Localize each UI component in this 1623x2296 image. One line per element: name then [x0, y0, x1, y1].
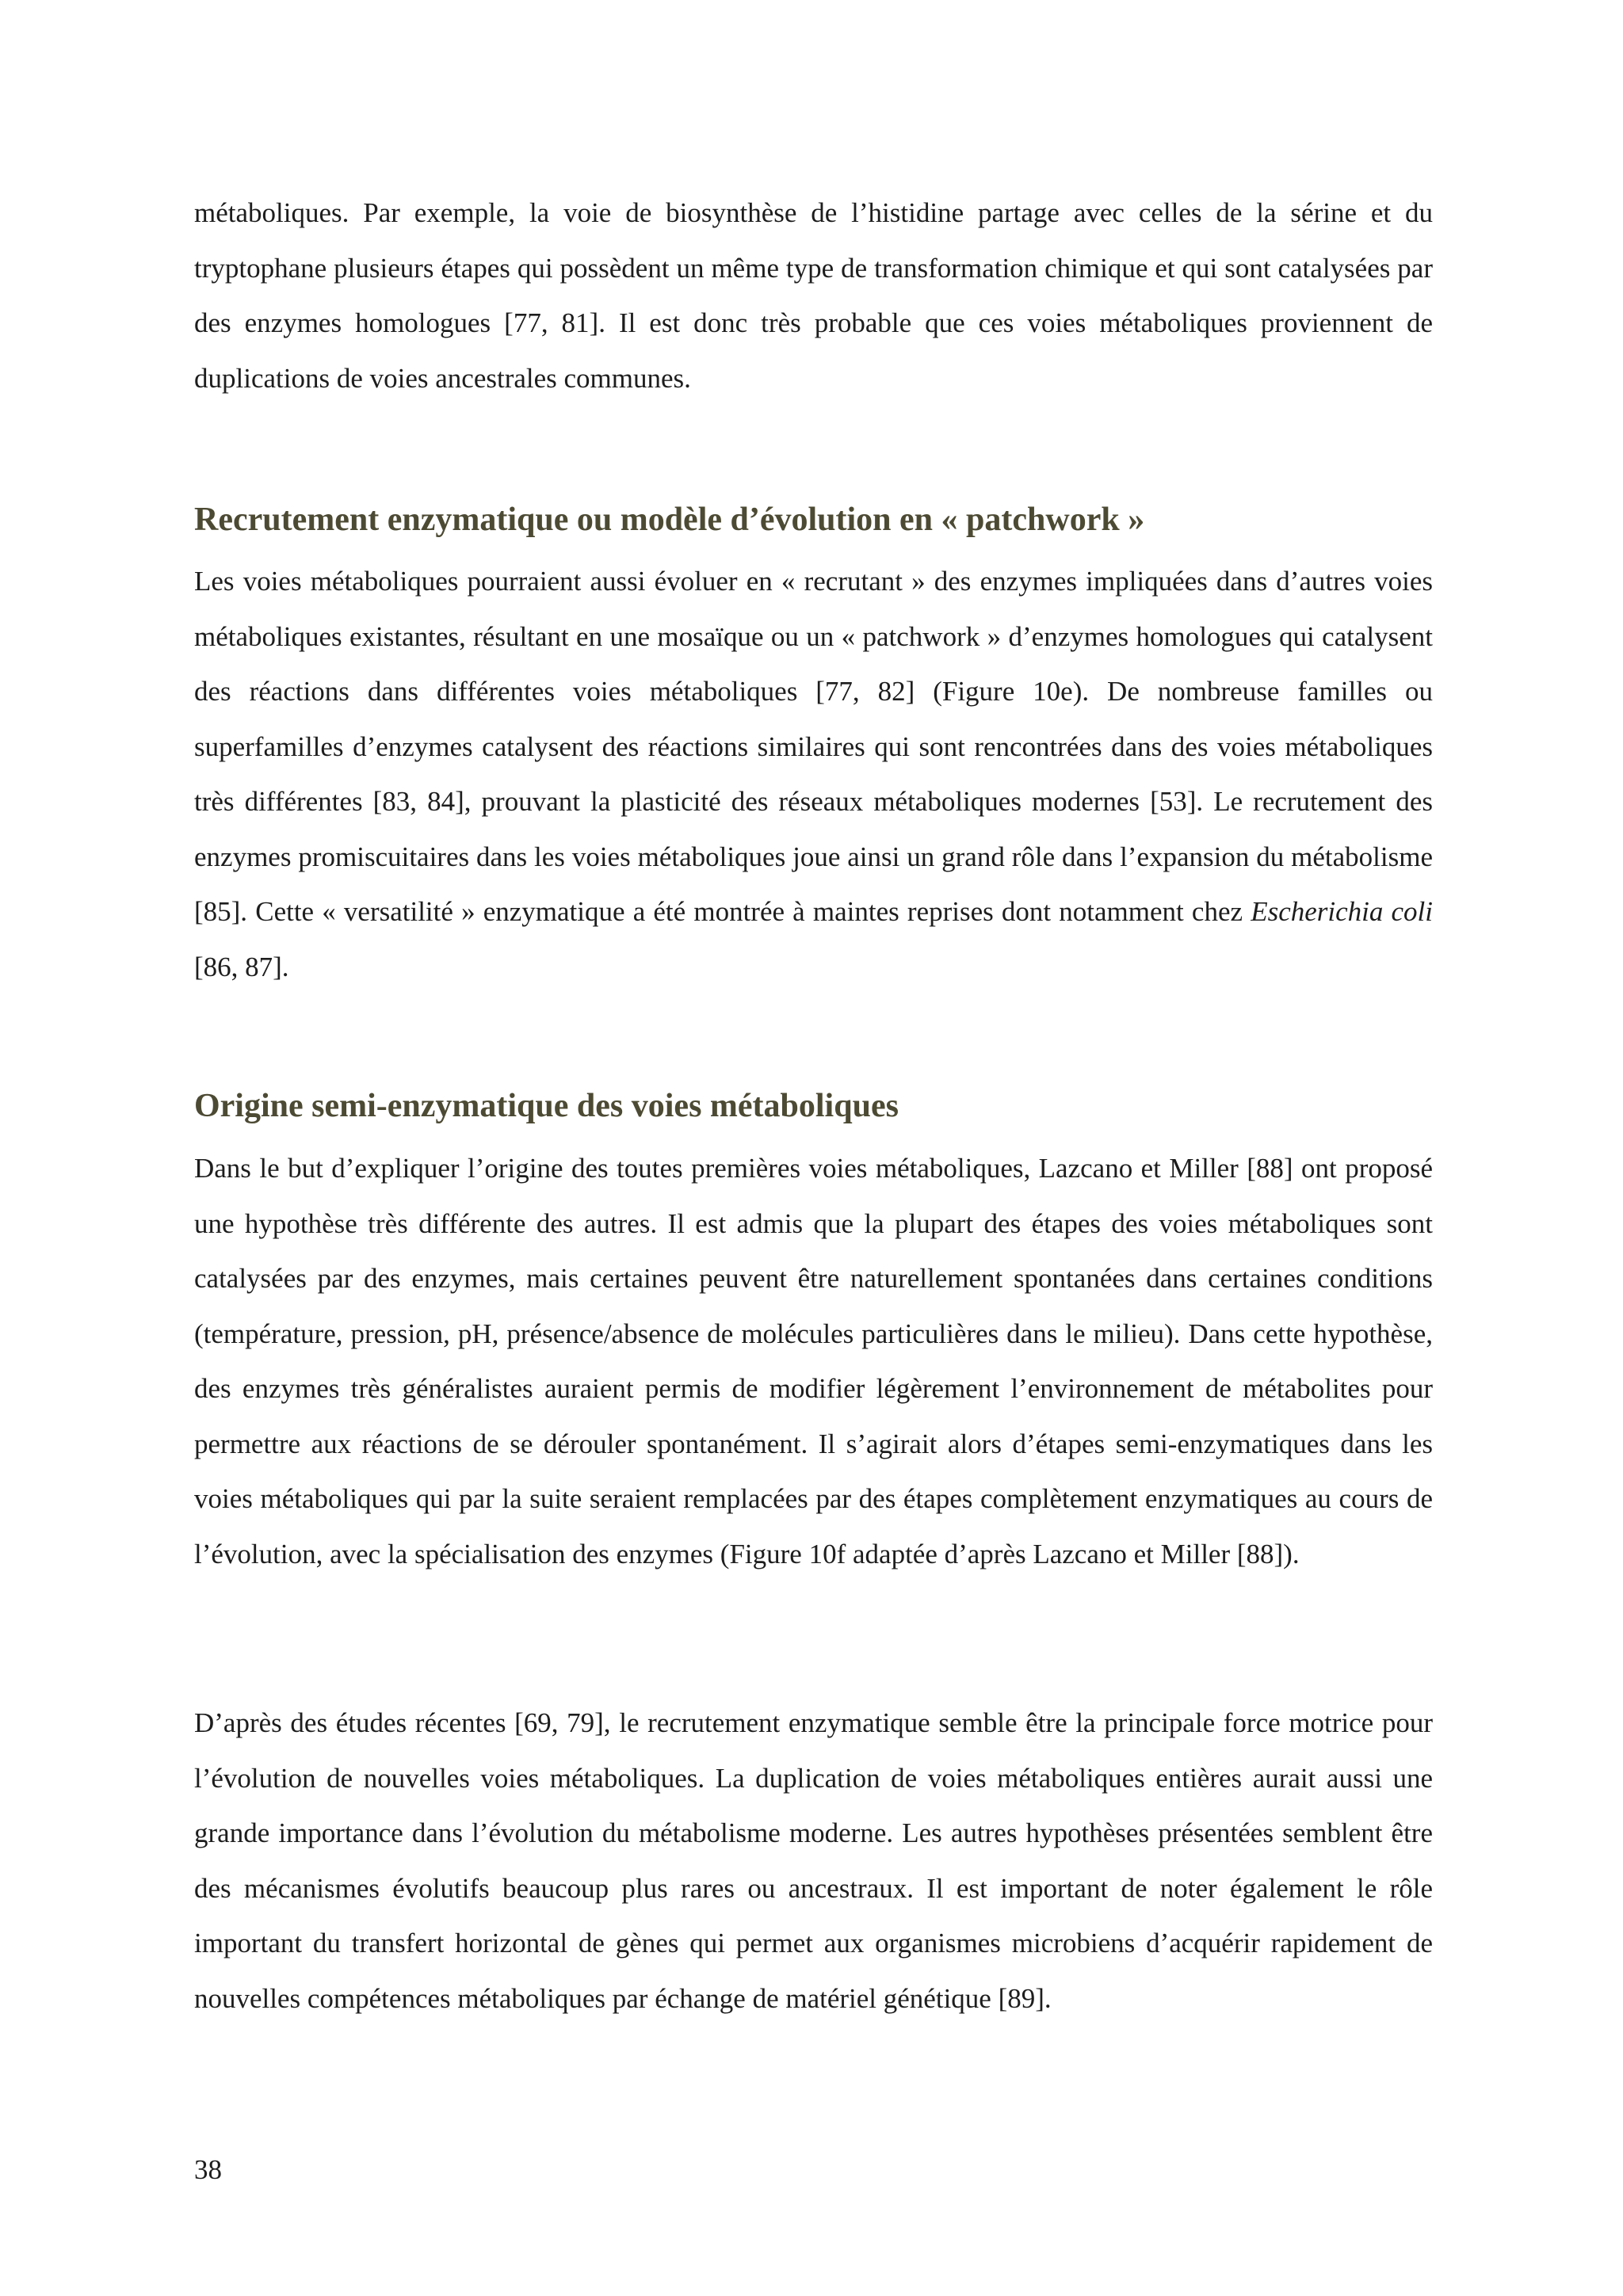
species-name: Escherichia coli	[1251, 896, 1434, 927]
paragraph-conclusion: D’après des études récentes [69, 79], le recrutement enzymatique semble être la principale force motrice pour l’évolution de nouvelles voies métaboliques. La duplication de voies métaboliques entières aurait aussi une grande importance dans l’évolution du métabolisme moderne. Les autres hypothèses présentées semblent être des mécanismes évolutifs beaucoup plus rares ou ancestraux. Il est important de noter également le rôle important du transfert horizontal de gènes qui permet aux organismes microbiens d’acquérir rapidement de nouvelles compétences métaboliques par échange de matériel génétique [89].	[194, 1707, 1433, 2014]
paragraph-semi-enzymatic-origin: Dans le but d’expliquer l’origine des toutes premières voies métaboliques, Lazcano et Miller [88] ont proposé une hypothèse très différente des autres. Il est admis que la plupart des étapes des voies métaboliques sont catalysées par des enzymes, mais certaines peuvent être naturellement spontanées dans certaines conditions (température, pression, pH, présence/absence de molécules particulières dans le milieu). Dans cette hypothèse, des enzymes très généralistes auraient permis de modifier légèrement l’environnement de métabolites pour permettre aux réactions de se dérouler spontanément. Il s’agirait alors d’étapes semi-enzymatiques dans les voies métaboliques qui par la suite seraient remplacées par des étapes complètement enzymatiques au cours de l’évolution, avec la spécialisation des enzymes (Figure 10f adaptée d’après Lazcano et Miller [88]).	[194, 1153, 1433, 1569]
paragraph-enzyme-recruitment-refs: [86, 87].	[194, 951, 289, 982]
section-heading-semi-enzymatic: Origine semi-enzymatique des voies métaboliques	[194, 1088, 899, 1124]
paragraph-enzyme-recruitment-text: Les voies métaboliques pourraient aussi évoluer en « recrutant » des enzymes impliquées dans d’autres voies métaboliques existantes, résultant en une mosaïque ou un « patchwork » d’enzymes homologues qui catalysent des réactions dans différentes voies métaboliques [77, 82] (Figure 10e). De nombreuse familles ou superfamilles d’enzymes catalysent des réactions similaires qui sont rencontrées dans des voies métaboliques très différentes [83, 84], prouvant la plasticité des réseaux métaboliques modernes [53]. Le recrutement des enzymes promiscuitaires dans les voies métaboliques joue ainsi un grand rôle dans l’expansion du métabolisme [85]. Cette « versatilité » enzymatique a été montrée à maintes reprises dont notamment chez	[194, 566, 1433, 927]
section-heading-patchwork: Recrutement enzymatique ou modèle d’évolution en « patchwork »	[194, 502, 1145, 538]
paragraph-enzyme-recruitment	[194, 554, 1433, 994]
paragraph-histidine-pathway: métaboliques. Par exemple, la voie de biosynthèse de l’histidine partage avec celles de la sérine et du tryptophane plusieurs étapes qui possèdent un même type de transformation chimique et qui sont catalysées par des enzymes homologues [77, 81]. Il est donc très probable que ces voies métaboliques proviennent de duplications de voies ancestrales communes.	[194, 197, 1433, 394]
page-number: 38	[194, 2154, 222, 2185]
